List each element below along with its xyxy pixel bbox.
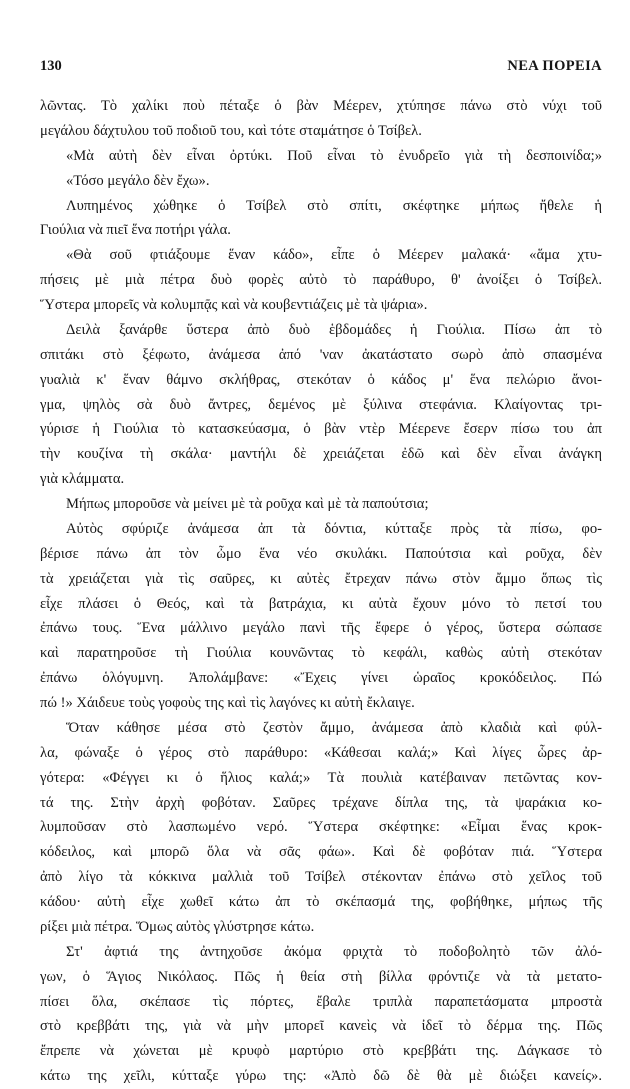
body-text [40, 94, 602, 1089]
text-line: ἐπάνω τους. Ἕνα μάλλινο μεγάλο πανὶ τῆς ἔφερε ὁ γέρος, ὕστερα σώπασε [40, 620, 602, 637]
text-line: λῶντας. Τὸ χαλίκι ποὺ πέταξε ὁ βὰν Μέερεν, χτύπησε πάνω στὸ νύχι τοῦ [40, 98, 602, 114]
text-line: γυαλιὰ κ' ἕναν θάμνο σκλήθρας, στεκόταν ὁ κάδος μ' ἕνα πελώριο ἄνοι- [40, 371, 602, 388]
text-line: κάδου· αὐτὴ εἶχε χωθεῖ κάτω ἀπ τὸ σκέπασμά της, φοβήθηκε, μήπως τῆς [40, 894, 602, 910]
text-line: Γιούλια νὰ πιεῖ ἕνα ποτήρι γάλα. [40, 222, 231, 239]
text-line: Δειλὰ ξανάρθε ὕστερα ἀπὸ δυὸ ἑβδομάδες ἡ Γιούλια. Πίσω ἀπ τὸ [66, 321, 602, 338]
text-line: πώ !» Χάιδευε τοὺς γοφοὺς της καὶ τὶς λαγόνες κι αὐτὴ ἔκλαιγε. [40, 695, 415, 711]
text-line: γων, ὁ Ἅγιος Νικόλαος. Πῶς ἡ θεία στὴ βίλλα φρόντιζε νὰ τὰ μετατο- [40, 968, 602, 985]
page-header [40, 58, 602, 80]
page-number: 130 [40, 58, 62, 74]
text-line: γύρισε ἡ Γιούλια τὸ κατασκεύασμα, ὁ βὰν ντὲρ Μέερενε ἔσερν πίσω του ἀπ [40, 421, 602, 438]
text-line: ἐπάνω ὁλόγυμνη. Ἀπολάμβανε: «Ἔχεις γίνει ὡραῖος κροκόδειλος. Πώ [40, 670, 602, 687]
text-line: Μήπως μποροῦσε νὰ μείνει μὲ τὰ ροῦχα καὶ μὲ τὰ παπούτσια; [66, 496, 429, 512]
text-line: «Θὰ σοῦ φτιάξουμε ἕναν κάδο», εἶπε ὁ Μέερεν μαλακά· «ἅμα χτυ- [66, 247, 602, 264]
text-line: στὸ κρεββάτι της, γιὰ νὰ μὴν μπορεῖ κανεὶς νὰ ἰδεῖ τὸ δέρμα της. Πῶς [40, 1018, 602, 1035]
text-line: ἔπρεπε νὰ χώνεται μὲ κρυφὸ μαρτύριο στὸ κρεββάτι της. Δάγκασε τὸ [40, 1043, 602, 1060]
text-line: κόδειλος, καὶ μπορῶ ὅλα νὰ σᾶς φάω». Καὶ δὲ φοβόταν πιά. Ὕστερα [40, 844, 602, 861]
text-line: λυμποῦσαν στὸ λασπωμένο νερό. Ὕστερα σκέφτηκε: «Εἶμαι ἕνας κροκ- [40, 819, 602, 836]
text-line: τὴν κουζίνα τὴ σκάλα· μαντήλι δὲ χρειάζεται ἐδῶ καὶ δὲν εἶναι ἀνάγκη [40, 446, 602, 463]
text-line: γιὰ κλάμματα. [40, 471, 125, 488]
text-line: Ὅταν κάθησε μέσα στὸ ζεστὸν ἄμμο, ἀνάμεσα ἀπὸ κλαδιὰ καὶ φύλ- [66, 719, 602, 736]
text-line: «Μὰ αὐτὴ δὲν εἶναι ὀρτύκι. Ποῦ εἶναι τὸ ἐνυδρεῖο γιὰ τὴ δεσποινίδα;» [66, 147, 602, 164]
text-line: Στ' ἀφτιά της ἀντηχοῦσε ἀκόμα φριχτὰ τὸ ποδοβολητὸ τῶν ἀλό- [66, 943, 602, 960]
text-line: βέρισε πάνω ἀπ τὸν ὦμο ἕνα νέο σκυλάκι. Παπούτσια καὶ ροῦχα, δὲν [40, 545, 602, 562]
text-line: «Τόσο μεγάλο δὲν ἔχω». [66, 172, 210, 189]
text-line: ρίξει μιὰ πέτρα. Ὅμως αὐτὸς γλύστρησε κάτω. [40, 918, 315, 935]
text-line: ἀπὸ λίγο τὰ κόκκινα μαλλιὰ τοῦ Τσίβελ στέκονταν ἐπάνω στὸ χεῖλος τοῦ [40, 869, 602, 886]
text-line: πήσεις μὲ μιὰ πέτρα δυὸ φορὲς αὐτὸ τὸ παράθυρο, θ' ἀνοίξει ὁ Τσίβελ. [40, 272, 602, 289]
text-line: γότερα: «Φέγγει κι ὁ ἥλιος καλά;» Τὰ πουλιὰ κατέβαιναν πετῶντας κον- [40, 769, 602, 786]
text-line: τά της. Στὴν ἀρχὴ φοβόταν. Σαῦρες τρέχανε δίπλα της, τὰ ψαράκια κο- [40, 794, 602, 811]
text-line: εἶχε πλάσει ὁ Θεός, καὶ τὰ βατράχια, κι αὐτὰ ἔχουν μόνο τὸ πετσί του [40, 595, 602, 612]
text-line: πίσει ὅλα, σκέπασε τὶς πόρτες, ἔβαλε τριπλὰ παραπετάσματα μπροστὰ [40, 993, 602, 1010]
text-line: καὶ παρατηροῦσε τὴ Γιούλια κουνῶντας τὸ κεφάλι, καθὼς αὐτὴ στεκόταν [40, 645, 602, 662]
text-line: τὰ χρειάζεται γιὰ τὶς σαῦρες, κι αὐτὲς ἔτρεχαν πάνω στὸν ἄμμο ὅπως τὶς [40, 570, 602, 587]
text-line: σπιτάκι στὸ ξέφωτο, ἀνάμεσα ἀπό 'ναν ἀκατάστατο σωρὸ ἀπὸ σπασμένα [40, 346, 602, 363]
running-title: ΝΕΑ ΠΟΡΕΙΑ [507, 58, 602, 74]
text-line: γμα, ψηλὸς σὰ δυὸ ἄντρες, δεμένος μὲ ξύλινα στεφάνια. Κλαίγοντας τρι- [40, 396, 602, 413]
text-line: Λυπημένος χώθηκε ὁ Τσίβελ στὸ σπίτι, σκέφτηκε μήπως ἤθελε ἡ [66, 197, 602, 214]
text-line: Ὕστερα μπορεῖς νὰ κολυμπᾷς καὶ νὰ κουβεντιάζεις μὲ τὰ ψάρια». [40, 297, 428, 313]
text-line: Αὐτὸς σφύριζε ἀνάμεσα ἀπ τὰ δόντια, κύτταξε πρὸς τὰ πίσω, φο- [66, 520, 602, 537]
text-line: μεγάλου δάχτυλου τοῦ ποδιοῦ του, καὶ τότε σταμάτησε ὁ Τσίβελ. [40, 122, 422, 139]
text-line: κάτω της χεῖλι, κύτταξε γύρω της: «Ἀπὸ δῶ δὲ θὰ μὲ διώξει κανείς». [40, 1068, 602, 1085]
text-line: λα, φώναξε ὁ γέρος στὸ παράθυρο: «Κάθεσαι καλά;» Καὶ λίγες ὧρες ἀρ- [40, 744, 602, 761]
